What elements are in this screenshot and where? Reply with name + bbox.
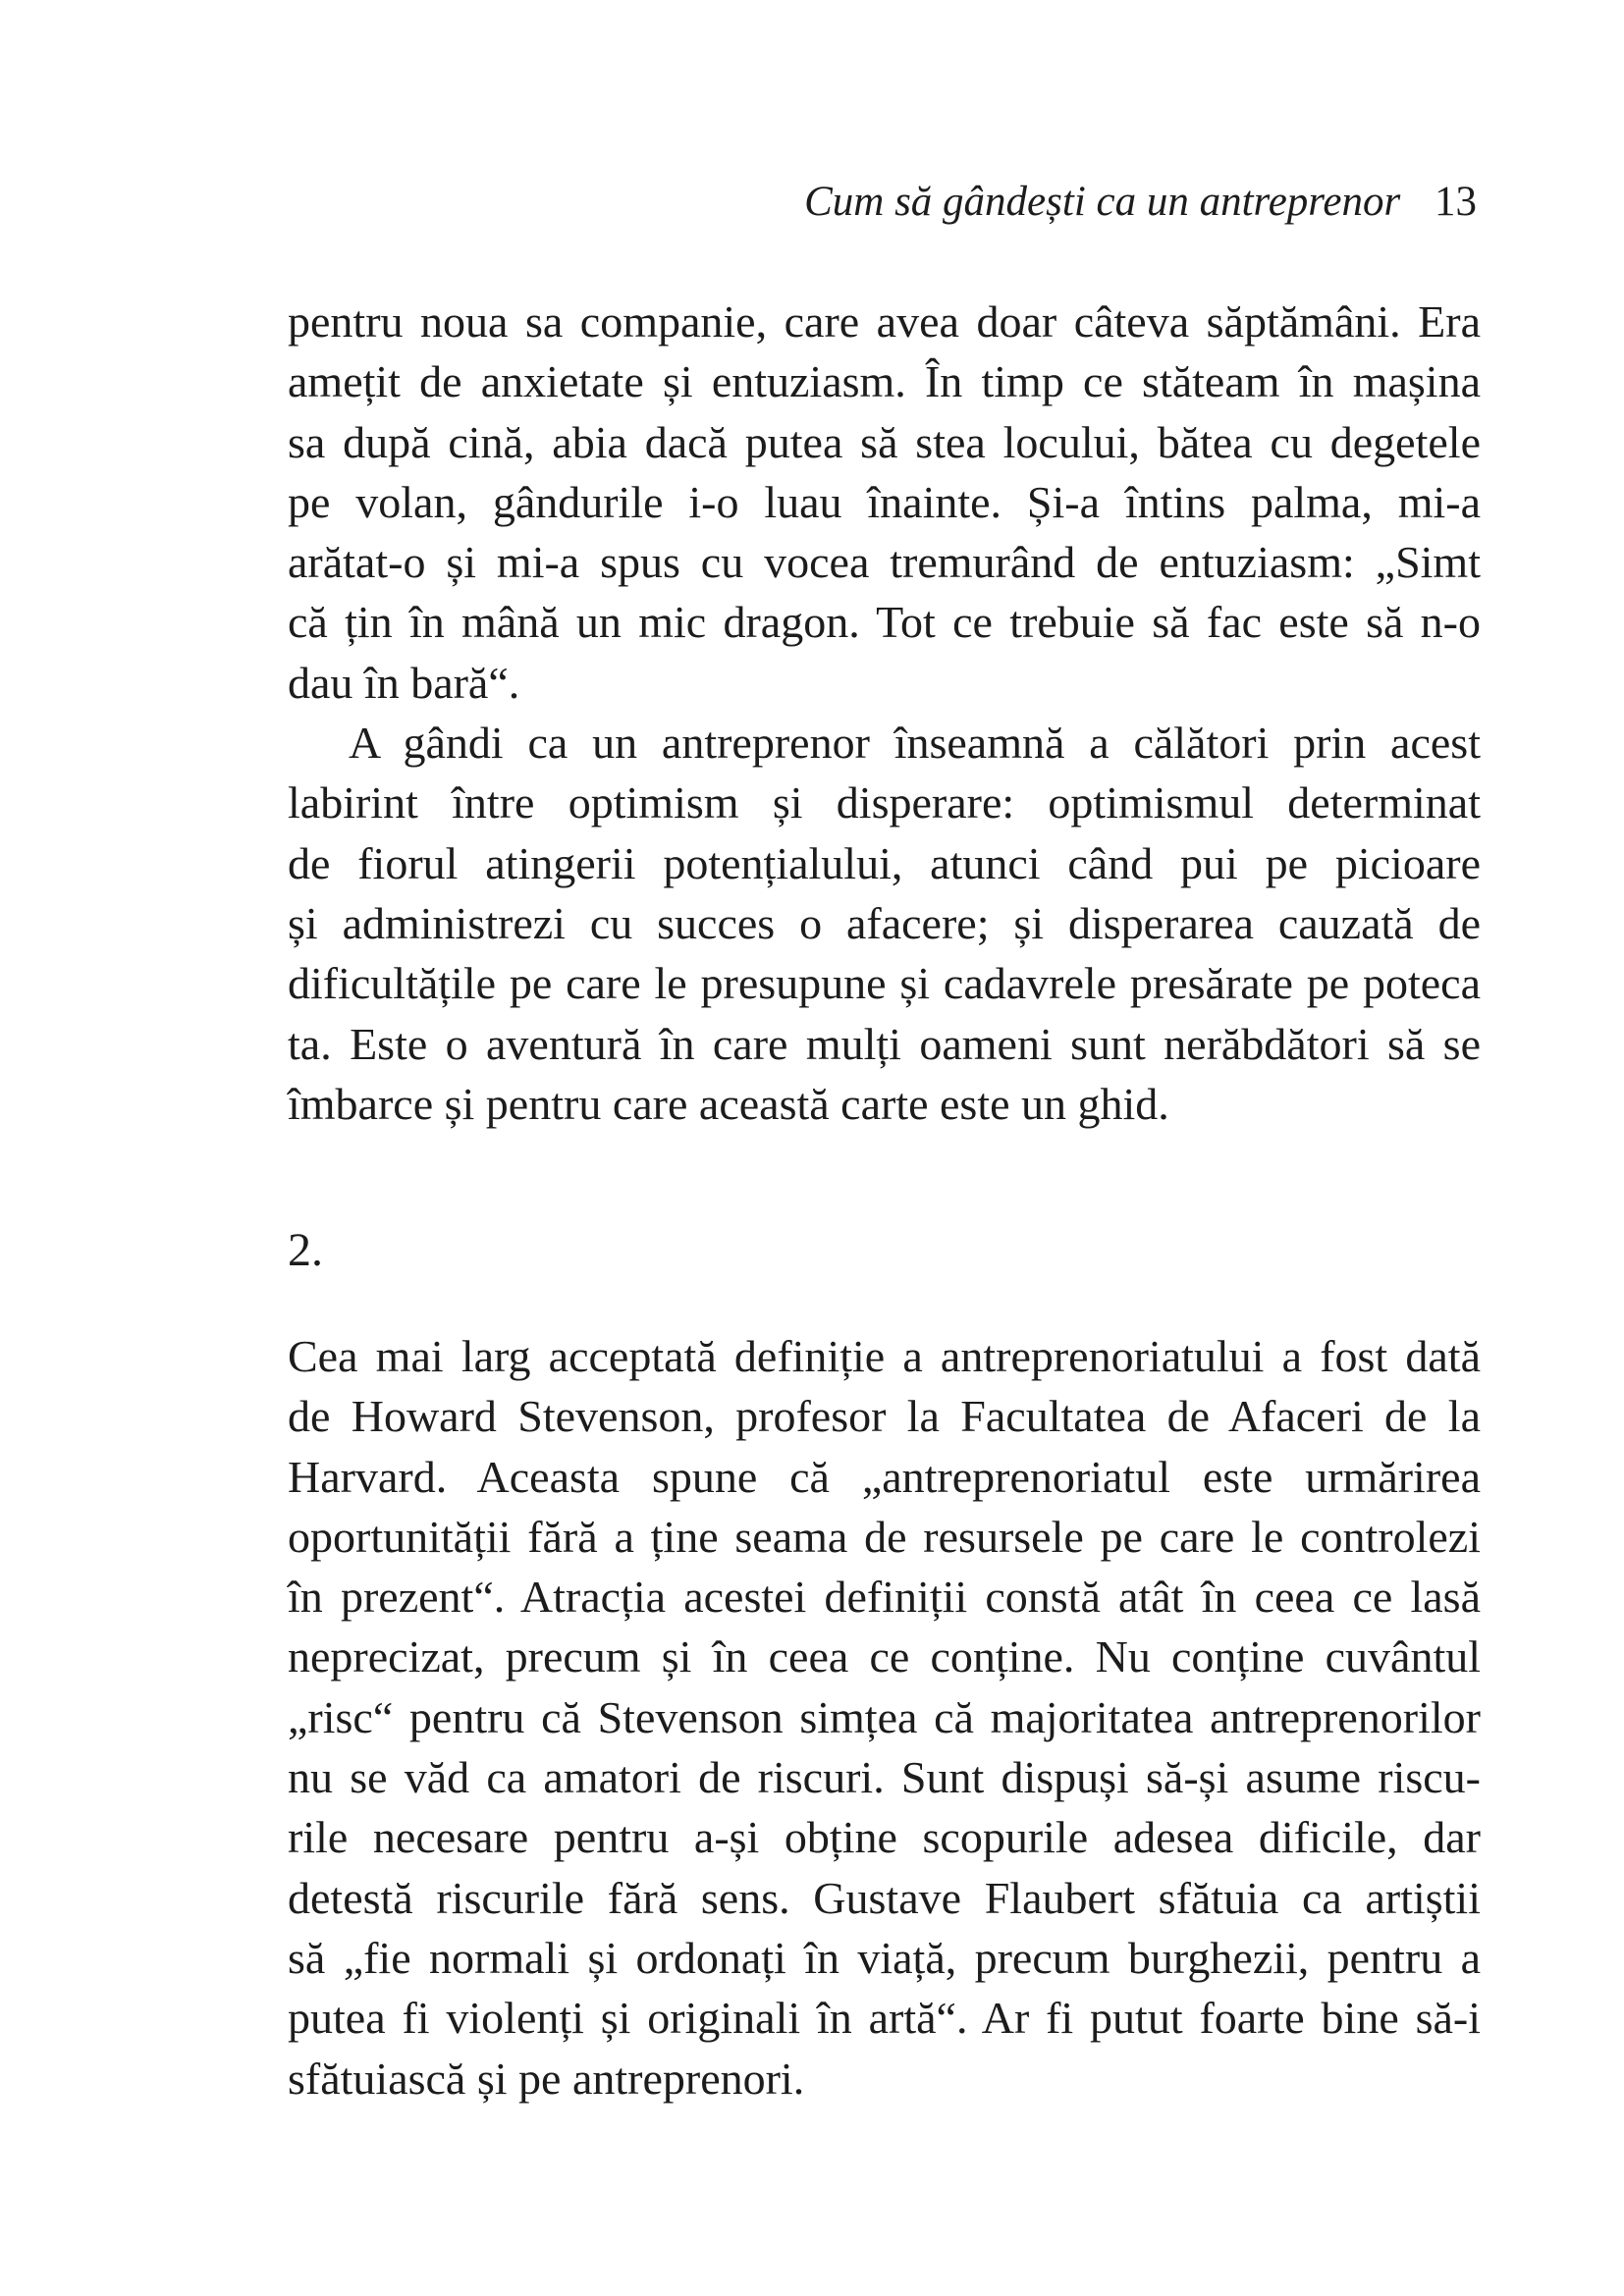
text-line: Harvard. Aceasta spune că „antreprenoriatul este urmărirea	[288, 1451, 1481, 1502]
text-line: sfătuiască și pe antreprenori.	[288, 2053, 805, 2104]
text-block-2	[288, 1326, 1481, 2109]
paragraph-1	[288, 292, 1481, 713]
text-line: că țin în mână un mic dragon. Tot ce trebuie să fac este să n-o	[288, 597, 1481, 648]
paragraph-2	[288, 713, 1481, 1134]
text-line: „risc“ pentru că Stevenson simțea că majoritatea antreprenorilor	[288, 1691, 1481, 1742]
text-line: de fiorul atingerii potențialului, atunci când pui pe picioare	[288, 837, 1481, 888]
page-number: 13	[1435, 179, 1477, 225]
text-line: să „fie normali și ordonați în viață, precum burghezii, pentru a	[288, 1932, 1481, 1983]
text-line: dau în bară“.	[288, 657, 520, 708]
text-block-1	[288, 292, 1481, 1134]
text-line: arătat-o și mi-a spus cu vocea tremurând de entuziasm: „Simt	[288, 537, 1481, 588]
running-head	[804, 175, 1477, 230]
paragraph-3	[288, 1326, 1481, 2109]
text-line: îmbarce și pentru care această carte este un ghid.	[288, 1078, 1169, 1129]
text-line: pe volan, gândurile i-o luau înainte. Și-a întins palma, mi-a	[288, 476, 1481, 527]
text-line: amețit de anxietate și entuziasm. În timp ce stăteam în mașina	[288, 356, 1481, 407]
text-line: în prezent“. Atracția acestei definiții constă atât în ceea ce lasă	[288, 1572, 1481, 1623]
text-line: detestă riscurile fără sens. Gustave Flaubert sfătuia ca artiștii	[288, 1872, 1481, 1923]
text-line: putea fi violenți și originali în artă“. Ar fi putut foarte bine să-i	[288, 1993, 1481, 2044]
text-line: rile necesare pentru a-și obține scopurile adesea dificile, dar	[288, 1812, 1481, 1863]
text-line: Cea mai larg acceptată definiție a antreprenoriatului a fost dată	[288, 1331, 1481, 1381]
text-line: A gândi ca un antreprenor înseamnă a călători prin acest	[349, 718, 1481, 769]
text-line: sa după cină, abia dacă putea să stea locului, bătea cu degetele	[288, 416, 1481, 467]
text-line: și administrezi cu succes o afacere; și disperarea cauzată de	[288, 897, 1481, 948]
running-title: Cum să gândești ca un antreprenor	[804, 179, 1401, 225]
section-number: 2.	[288, 1224, 323, 1276]
text-line: pentru noua sa companie, care avea doar câteva săptămâni. Era	[288, 296, 1481, 347]
text-line: neprecizat, precum și în ceea ce conține. Nu conține cuvântul	[288, 1631, 1481, 1682]
text-line: nu se văd ca amatori de riscuri. Sunt dispuși să-și asume riscu-	[288, 1752, 1481, 1803]
text-line: oportunității fără a ține seama de resursele pe care le controlezi	[288, 1511, 1481, 1562]
text-line: ta. Este o aventură în care mulți oameni sunt nerăbdători să se	[288, 1018, 1481, 1069]
text-line: dificultățile pe care le presupune și cadavrele presărate pe poteca	[288, 958, 1481, 1009]
text-line: labirint între optimism și disperare: optimismul determinat	[288, 777, 1481, 828]
text-line: de Howard Stevenson, profesor la Facultatea de Afaceri de la	[288, 1391, 1481, 1442]
